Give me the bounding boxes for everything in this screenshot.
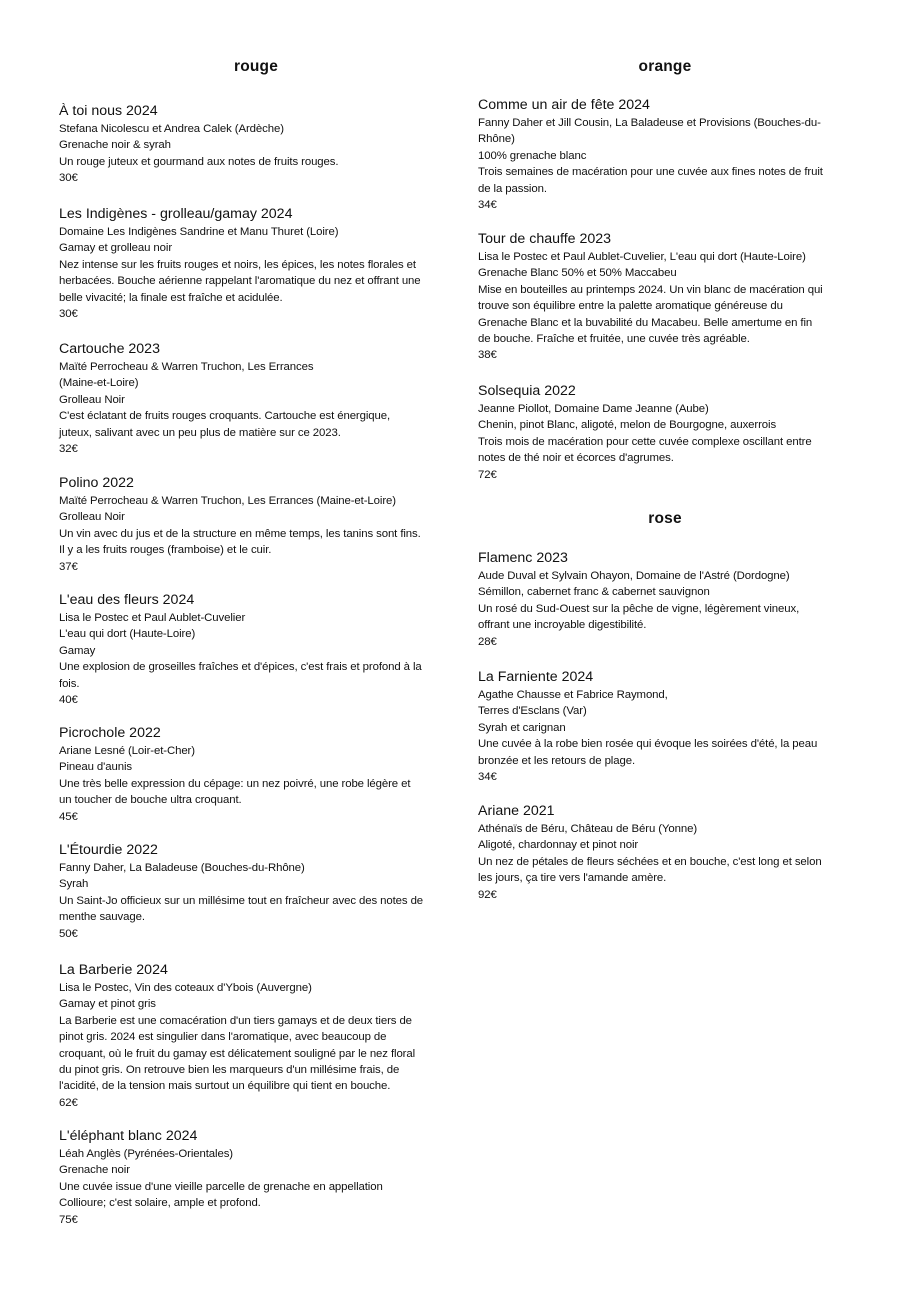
wine-price: 32€ — [59, 443, 78, 456]
wine-name: Les Indigènes - grolleau/gamay 2024 — [59, 206, 293, 222]
wine-detail-line: Une cuvée à la robe bien rosée qui évoque les soirées d'été, la peau — [478, 738, 818, 751]
wine-detail-line: les jours, ça tire vers l'amande amère. — [478, 872, 667, 885]
wine-detail-line: un toucher de bouche ultra croquant. — [59, 794, 242, 807]
wine-detail-line: Pineau d'aunis — [59, 761, 132, 774]
wine-name: Ariane 2021 — [478, 803, 555, 819]
wine-detail-line: offrant une incroyable digestibilité. — [478, 619, 647, 632]
wine-detail-line: de la passion. — [478, 182, 547, 195]
wine-detail-line: l'acidité, de la tension mais surtout un équilibre qui tient en bouche. — [59, 1080, 391, 1093]
wine-detail-line: Il y a les fruits rouges (framboise) et le cuir. — [59, 544, 272, 557]
wine-entry — [478, 382, 852, 483]
wine-name: L'Étourdie 2022 — [59, 842, 158, 858]
wine-detail-line: Aude Duval et Sylvain Ohayon, Domaine de l'Astré (Dordogne) — [478, 570, 790, 582]
wine-detail-line: Une très belle expression du cépage: un nez poivré, une robe légère et — [59, 777, 411, 790]
wine-detail-line: bronzée et les retours de plage. — [478, 754, 636, 767]
wine-price: 30€ — [59, 308, 78, 321]
wine-entry — [59, 591, 453, 708]
wine-detail-line: Grenache Blanc 50% et 50% Maccabeu — [478, 267, 677, 280]
wine-detail-line: Rhône) — [478, 133, 515, 146]
wine-detail-line: Un nez de pétales de fleurs séchées et en bouche, c'est long et selon — [478, 855, 822, 868]
wine-detail-line: Fanny Daher, La Baladeuse (Bouches-du-Rhône) — [59, 862, 305, 874]
wine-detail-line: Lisa le Postec et Paul Aublet-Cuvelier — [59, 612, 246, 624]
wine-detail-line: 100% grenache blanc — [478, 149, 587, 162]
wine-detail-line: Maïté Perrocheau & Warren Truchon, Les Errances — [59, 361, 314, 373]
wine-entry — [59, 724, 453, 825]
wine-detail-line: Chenin, pinot Blanc, aligoté, melon de Bourgogne, auxerrois — [478, 419, 777, 432]
wine-entry — [59, 474, 453, 575]
wine-price: 28€ — [478, 635, 497, 648]
wine-name: L'éléphant blanc 2024 — [59, 1128, 198, 1144]
wine-price: 40€ — [59, 694, 78, 707]
wine-name: À toi nous 2024 — [59, 103, 158, 119]
wine-detail-line: Trois mois de macération pour cette cuvée complexe oscillant entre — [478, 435, 812, 448]
wine-entry — [478, 668, 852, 785]
wine-detail-line: Lisa le Postec et Paul Aublet-Cuvelier, L'eau qui dort (Haute-Loire) — [478, 251, 806, 263]
wine-entry — [59, 841, 453, 942]
wine-detail-line: juteux, salivant avec un peu plus de matière sur ce 2023. — [59, 426, 341, 439]
wine-detail-line: menthe sauvage. — [59, 911, 145, 924]
wine-detail-line: Grolleau Noir — [59, 393, 125, 406]
wine-detail-line: trouve son équilibre entre la palette aromatique généreuse du — [478, 300, 783, 313]
wine-detail-line: du pinot gris. On retrouve bien les marqueurs d'un millésime frais, de — [59, 1064, 400, 1077]
wine-price: 72€ — [478, 468, 497, 481]
wine-detail-line: pinot gris. 2024 est singulier dans l'aromatique, avec beaucoup de — [59, 1031, 387, 1044]
wine-entry — [478, 549, 852, 650]
wine-name: Picrochole 2022 — [59, 725, 161, 741]
wine-detail-line: Stefana Nicolescu et Andrea Calek (Ardèche) — [59, 123, 284, 135]
wine-detail-line: notes de thé noir et écorces d'agrumes. — [478, 452, 674, 465]
wine-detail-line: Lisa le Postec, Vin des coteaux d'Ybois (Auvergne) — [59, 982, 312, 994]
wine-price: 45€ — [59, 810, 78, 823]
wine-price: 62€ — [59, 1096, 78, 1109]
wine-name: Comme un air de fête 2024 — [478, 97, 650, 113]
wine-entry — [478, 802, 852, 903]
wine-name: L'eau des fleurs 2024 — [59, 592, 195, 608]
wine-entry — [478, 96, 852, 213]
wine-detail-line: de bouche. Fraîche et fruitée, une cuvée très agréable. — [478, 333, 750, 346]
wine-name: Cartouche 2023 — [59, 341, 160, 357]
wine-price: 37€ — [59, 560, 78, 573]
wine-detail-line: (Maine-et-Loire) — [59, 377, 139, 390]
wine-entry — [59, 1127, 453, 1228]
wine-entry — [59, 961, 453, 1111]
wine-detail-line: Un Saint-Jo officieux sur un millésime tout en fraîcheur avec des notes de — [59, 894, 424, 907]
wine-detail-line: Ariane Lesné (Loir-et-Cher) — [59, 745, 195, 757]
wine-detail-line: Une cuvée issue d'une vieille parcelle de grenache en appellation — [59, 1180, 383, 1193]
wine-detail-line: Fanny Daher et Jill Cousin, La Baladeuse et Provisions (Bouches-du- — [478, 117, 821, 129]
wine-name: La Farniente 2024 — [478, 669, 594, 685]
wine-detail-line: Collioure; c'est solaire, ample et profond. — [59, 1197, 261, 1210]
wine-detail-line: Domaine Les Indigènes Sandrine et Manu Thuret (Loire) — [59, 226, 339, 238]
wine-detail-line: Agathe Chausse et Fabrice Raymond, — [478, 689, 668, 701]
wine-detail-line: Jeanne Piollot, Domaine Dame Jeanne (Aube) — [478, 403, 709, 415]
wine-detail-line: belle vivacité; la finale est fraîche et acidulée. — [59, 291, 283, 304]
wine-price: 75€ — [59, 1213, 78, 1226]
wine-price: 38€ — [478, 349, 497, 362]
section-title-rose: rose — [648, 510, 682, 527]
wine-name: Polino 2022 — [59, 475, 134, 491]
wine-detail-line: Terres d'Esclans (Var) — [478, 705, 587, 718]
wine-detail-line: Trois semaines de macération pour une cuvée aux fines notes de fruit — [478, 166, 823, 179]
wine-detail-line: Syrah et carignan — [478, 721, 566, 734]
wine-detail-line: Grenache noir — [59, 1164, 130, 1177]
wine-name: Flamenc 2023 — [478, 550, 568, 566]
wine-detail-line: Léah Anglès (Pyrénées-Orientales) — [59, 1148, 233, 1160]
wine-detail-line: L'eau qui dort (Haute-Loire) — [59, 628, 196, 641]
wine-name: Tour de chauffe 2023 — [478, 231, 612, 247]
wine-price: 34€ — [478, 771, 497, 784]
wine-detail-line: Sémillon, cabernet franc & cabernet sauvignon — [478, 586, 710, 599]
wine-detail-line: Mise en bouteilles au printemps 2024. Un vin blanc de macération qui — [478, 283, 823, 296]
wine-price: 50€ — [59, 927, 78, 940]
wine-detail-line: croquant, où le fruit du gamay est délicatement souligné par le nez floral — [59, 1047, 416, 1060]
wine-detail-line: Un rosé du Sud-Ouest sur la pêche de vigne, légèrement vineux, — [478, 602, 800, 615]
wine-entry — [59, 205, 453, 322]
wine-detail-line: Gamay et grolleau noir — [59, 242, 173, 255]
section-title-rouge: rouge — [233, 58, 279, 75]
wine-detail-line: Grenache noir & syrah — [59, 139, 171, 152]
wine-detail-line: Syrah — [59, 878, 89, 891]
wine-detail-line: Gamay et pinot gris — [59, 998, 156, 1011]
wine-detail-line: Grenache Blanc et la buvabilité du Macabeu. Belle amertume en fin — [478, 316, 813, 329]
wine-detail-line: fois. — [59, 677, 80, 690]
wine-detail-line: La Barberie est une comacération d'un tiers gamays et de deux tiers de — [59, 1014, 412, 1027]
wine-detail-line: Athénaïs de Béru, Château de Béru (Yonne) — [478, 823, 698, 835]
wine-name: La Barberie 2024 — [59, 962, 168, 978]
wine-price: 30€ — [59, 172, 78, 185]
wine-name: Solsequia 2022 — [478, 383, 576, 399]
section-title-orange: orange — [638, 58, 692, 75]
wine-detail-line: herbacées. Bouche aérienne rappelant l'aromatique du nez et offrant une — [59, 275, 421, 288]
wine-detail-line: Nez intense sur les fruits rouges et noirs, les épices, les notes florales et — [59, 258, 416, 271]
wine-detail-line: Grolleau Noir — [59, 511, 125, 524]
wine-price: 34€ — [478, 199, 497, 212]
wine-detail-line: Une explosion de groseilles fraîches et d'épices, c'est frais et profond à la — [59, 661, 422, 674]
wine-entry — [59, 340, 453, 457]
wine-detail-line: Maïté Perrocheau & Warren Truchon, Les Errances (Maine-et-Loire) — [59, 495, 396, 507]
wine-detail-line: Gamay — [59, 644, 96, 657]
wine-entry — [478, 230, 852, 364]
wine-detail-line: Un vin avec du jus et de la structure en même temps, les tanins sont fins. — [59, 527, 421, 540]
wine-detail-line: C'est éclatant de fruits rouges croquants. Cartouche est énergique, — [59, 410, 391, 423]
wine-price: 92€ — [478, 888, 497, 901]
wine-entry — [59, 102, 453, 187]
wine-detail-line: Aligoté, chardonnay et pinot noir — [478, 839, 639, 852]
wine-detail-line: Un rouge juteux et gourmand aux notes de fruits rouges. — [59, 155, 339, 168]
